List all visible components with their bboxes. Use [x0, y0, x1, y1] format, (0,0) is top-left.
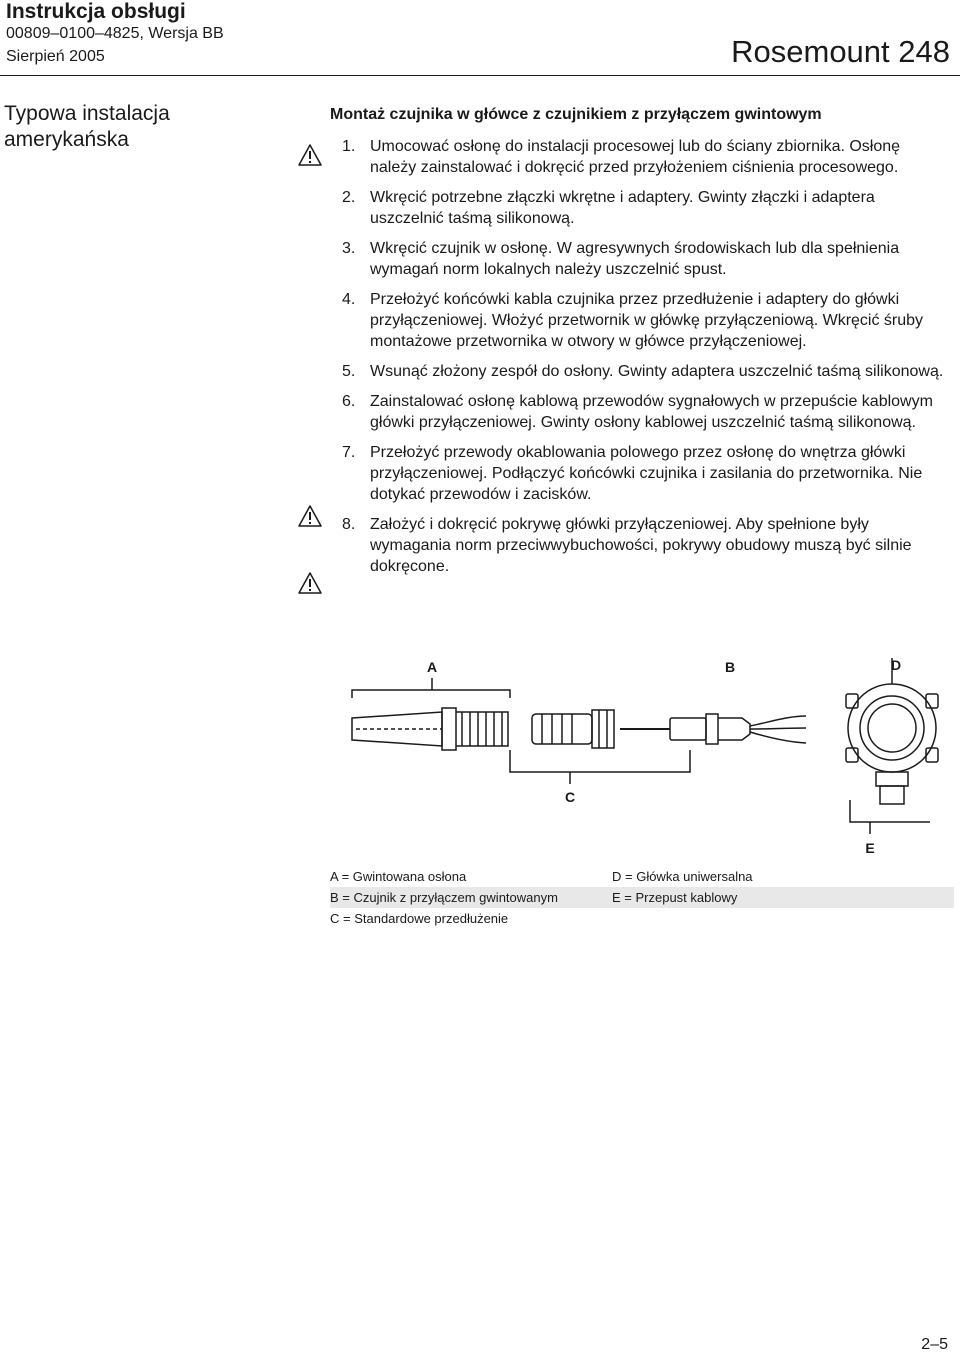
manual-title: Instrukcja obsługi: [6, 0, 186, 23]
step-text: Wsunąć złożony zespół do osłony. Gwinty adaptera uszczelnić taśmą silikonową.: [370, 363, 944, 380]
connection-head: [846, 658, 938, 804]
doc-date: Sierpień 2005: [6, 48, 105, 65]
step-number: 3.: [342, 240, 356, 257]
threaded-sensor: [620, 714, 806, 744]
step-number: 7.: [342, 444, 356, 461]
step-item: [330, 238, 950, 280]
step-text: Przełożyć końcówki kabla czujnika przez przedłużenie i adaptery do główki przyłączeniowej. Włożyć przetwornik w główkę przyłączeniową. Wkręcić śruby montażowe przetwornika w otwory w główce przyłączeniowej.: [370, 291, 924, 350]
step-item: [330, 136, 950, 178]
step-number: 1.: [342, 138, 356, 155]
legend-entry: B = Czujnik z przyłączem gwintowanym: [330, 887, 612, 908]
step-number: 5.: [342, 363, 356, 380]
assembly-diagram: [330, 650, 950, 860]
callout-c-label: C: [564, 789, 576, 805]
product-name: Rosemount 248: [731, 34, 950, 69]
legend-entry: D = Główka uniwersalna: [612, 869, 753, 884]
procedure-heading: Montaż czujnika w główce z czujnikiem z przyłączem gwintowym: [330, 106, 822, 123]
section-title: Typowa instalacja amerykańska: [4, 102, 170, 151]
step-text: Zainstalować osłonę kablową przewodów sygnałowych w przepuście kablowym główki przyłączeniowej. Gwinty osłony kablowej uszczelnić taśmą silikonową.: [370, 393, 933, 431]
step-text: Założyć i dokręcić pokrywę główki przyłączeniowej. Aby spełnione były wymagania norm przeciwwybuchowości, pokrywy obudowy muszą być silnie dokręcone.: [370, 516, 912, 575]
step-item: [330, 289, 950, 352]
doc-number: 00809–0100–4825, Wersja BB: [6, 25, 224, 42]
step-item: [330, 514, 950, 577]
legend-row: [330, 887, 954, 908]
step-number: 8.: [342, 516, 356, 533]
step-number: 2.: [342, 189, 356, 206]
legend-entry: C = Standardowe przedłużenie: [330, 911, 509, 926]
warning-icon: [298, 144, 322, 166]
figure-legend: [330, 866, 954, 929]
warning-icon: [298, 572, 322, 594]
step-text: Umocować osłonę do instalacji procesowej lub do ściany zbiornika. Osłonę należy zainstalować i dokręcić przed przyłożeniem ciśnienia procesowego.: [370, 138, 901, 176]
thermowell: [352, 708, 508, 750]
page-number: 2–5: [921, 1336, 948, 1353]
callout-a-bracket: [352, 690, 510, 698]
legend-entry: [612, 908, 954, 929]
header-divider: [0, 75, 960, 76]
legend-row: [330, 908, 954, 929]
callout-c-bracket: [510, 750, 690, 772]
legend-entry: E = Przepust kablowy: [612, 887, 954, 908]
extension-nipple: [532, 710, 614, 748]
step-item: [330, 442, 950, 505]
warning-icon: [298, 505, 322, 527]
callout-e-label: E: [865, 840, 875, 856]
callout-b-label: B: [724, 659, 736, 675]
callout-d-label: D: [890, 657, 902, 673]
step-item: [330, 361, 950, 382]
step-item: [330, 187, 950, 229]
callout-a-label: A: [426, 659, 438, 675]
legend-row: [330, 866, 954, 887]
installation-steps: [330, 136, 950, 586]
step-text: Wkręcić czujnik w osłonę. W agresywnych środowiskach lub dla spełnienia wymagań norm lokalnych należy uszczelnić spust.: [370, 240, 900, 278]
step-text: Przełożyć przewody okablowania polowego przez osłonę do wnętrza główki przyłączeniowej. Podłączyć końcówki czujnika i zasilania do przetwornika. Nie dotykać przewodów i zacisków.: [370, 444, 923, 503]
step-text: Wkręcić potrzebne złączki wkrętne i adaptery. Gwinty złączki i adaptera uszczelnić taśmą silikonową.: [370, 189, 875, 227]
step-item: [330, 391, 950, 433]
legend-entry: A = Gwintowana osłona: [330, 869, 467, 884]
step-number: 6.: [342, 393, 356, 410]
step-number: 4.: [342, 291, 356, 308]
